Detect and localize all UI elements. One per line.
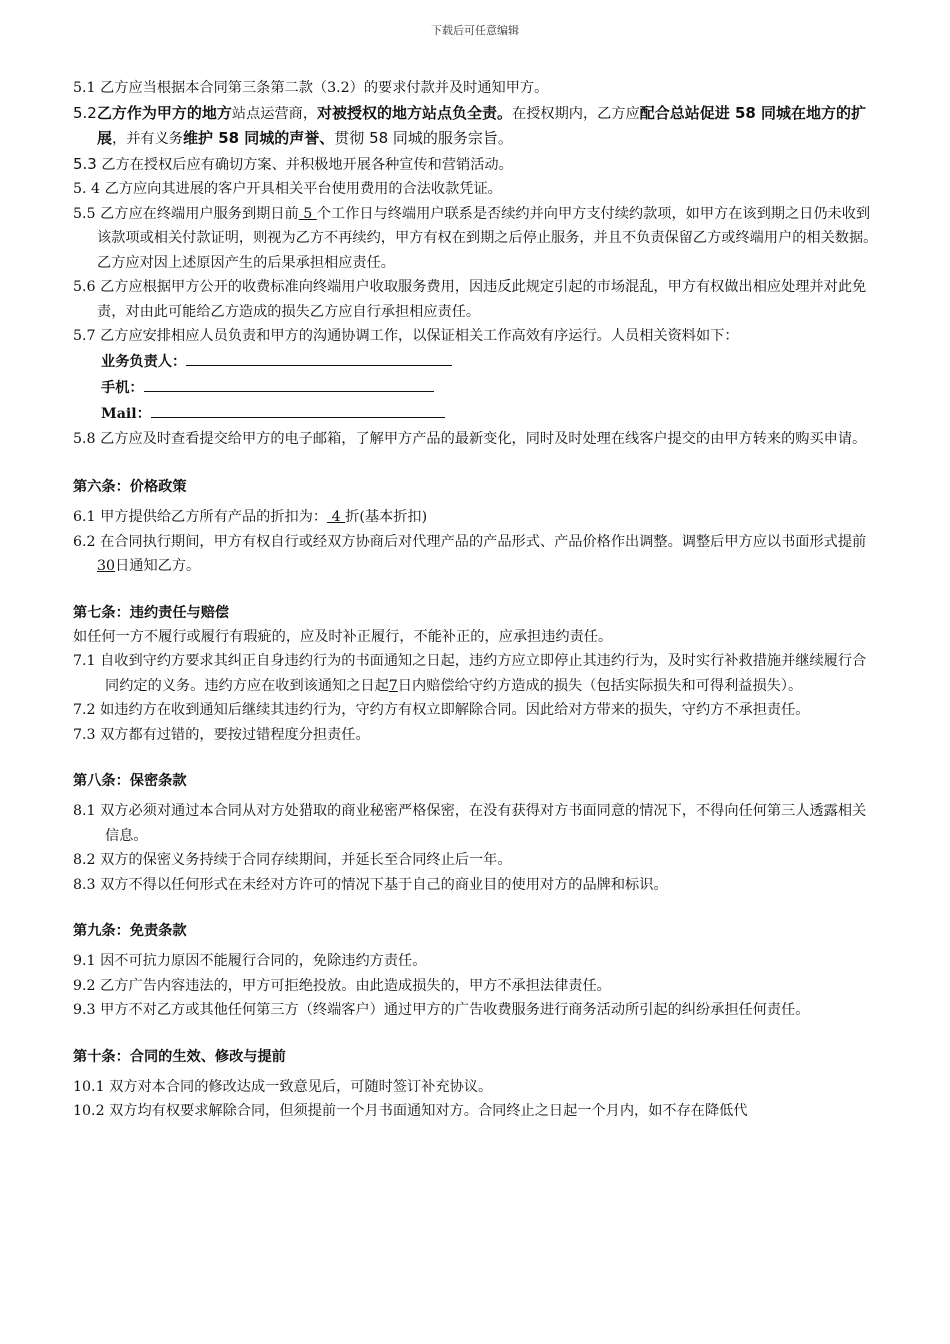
phone-field: 手机：	[73, 375, 878, 401]
clause-10-2: 10.2 双方均有权要求解除合同，但须提前一个月书面通知对方。合同终止之日起一个月内，如不存在降低代	[73, 1103, 748, 1119]
section-6-title: 第六条：价格政策	[73, 479, 187, 495]
clause-7-intro: 如任何一方不履行或履行有瑕疵的，应及时补正履行，不能补正的，应承担违约责任。	[73, 628, 613, 645]
clause-5-5: 5.5 乙方应在终端用户服务到期日前 5 个工作日与终端用户联系是否续约并向甲方支付续约款项，如甲方在该到期之日仍未收到该款项或相关付款证明，则视为乙方不再续约，甲方有权在到期之后停止服务，并且不负责保留乙方或终端用户的相关数据。乙方应对因上述原因产生的后果承担相应责任。	[73, 205, 878, 271]
clause-8-1: 8.1 双方必须对通过本合同从对方处猎取的商业秘密严格保密，在没有获得对方书面同意的情况下，不得向任何第三人透露相关信息。	[73, 803, 867, 844]
mail-field: Mail：	[73, 401, 878, 427]
clause-7-2: 7.2 如违约方在收到通知后继续其违约行为，守约方有权立即解除合同。因此给对方带来的损失，守约方不承担责任。	[73, 702, 810, 718]
contact-person-field: 业务负责人：	[73, 349, 878, 375]
discount-value: 4	[327, 509, 346, 525]
phone-blank[interactable]	[144, 375, 434, 392]
clause-7-1: 7.1 自收到守约方要求其纠正自身违约行为的书面通知之日起，违约方应立即停止其违约行为，及时实行补救措施并继续履行合同约定的义务。违约方应在收到该通知之日起7日内赔偿给守约方造成的损失（包括实际损失和可得利益损失）。	[73, 653, 867, 694]
clause-5-6: 5.6 乙方应根据甲方公开的收费标准向终端用户收取服务费用，因违反此规定引起的市场混乱，甲方有权做出相应处理并对此免责，对由此可能给乙方造成的损失乙方应自行承担相应责任。	[73, 279, 867, 320]
page-header: 下载后可任意编辑	[431, 24, 519, 37]
clause-8-3: 8.3 双方不得以任何形式在未经对方许可的情况下基于自己的商业目的使用对方的品牌和标识。	[73, 876, 668, 893]
notice-days-value: 30	[97, 558, 116, 574]
clause-9-1: 9.1 因不可抗力原因不能履行合同的，免除违约方责任。	[73, 953, 427, 969]
clause-7-3: 7.3 双方都有过错的，要按过错程度分担责任。	[73, 726, 370, 743]
compensation-days-value: 7	[388, 677, 398, 694]
clause-9-2: 9.2 乙方广告内容违法的，甲方可拒绝投放。由此造成损失的，甲方不承担法律责任。	[73, 977, 611, 994]
clause-5-1: 5.1 乙方应当根据本合同第三条第二款（3.2）的要求付款并及时通知甲方。	[73, 80, 549, 96]
clause-10-1: 10.1 双方对本合同的修改达成一致意见后，可随时签订补充协议。	[73, 1078, 493, 1095]
clause-5-7: 5.7 乙方应安排相应人员负责和甲方的沟通协调工作，以保证相关工作高效有序运行。人员相关资料如下：	[73, 328, 739, 344]
mail-blank[interactable]	[151, 401, 445, 418]
clause-6-2: 6.2 在合同执行期间，甲方有权自行或经双方协商后对代理产品的产品形式、产品价格作出调整。调整后甲方应以书面形式提前30日通知乙方。	[73, 533, 867, 574]
clause-5-3: 5.3 乙方在授权后应有确切方案、并积极地开展各种宣传和营销活动。	[73, 154, 513, 173]
contact-person-blank[interactable]	[186, 349, 452, 366]
clause-9-3: 9.3 甲方不对乙方或其他任何第三方（终端客户）通过甲方的广告收费服务进行商务活动所引起的纠纷承担任何责任。	[73, 1002, 810, 1018]
section-9-title: 第九条：免责条款	[73, 923, 187, 939]
contract-body	[73, 76, 878, 1124]
clause-5-2: 5.2乙方作为甲方的地方站点运营商，对被授权的地方站点负全责。在授权期内，乙方应配合总站促进 58 同城在地方的扩展，并有义务维护 58 同城的声誉、贯彻 58 同城的服务宗旨。	[73, 103, 867, 147]
clause-5-4: 5. 4 乙方应向其进展的客户开具相关平台使用费用的合法收款凭证。	[73, 181, 502, 197]
clause-5-8: 5.8 乙方应及时查看提交给甲方的电子邮箱，了解甲方产品的最新变化，同时及时处理在线客户提交的由甲方转来的购买申请。	[73, 430, 867, 447]
renewal-days-value: 5	[298, 205, 317, 222]
clause-6-1: 6.1 甲方提供给乙方所有产品的折扣为： 4 折(基本折扣)	[73, 509, 428, 525]
section-10-title: 第十条：合同的生效、修改与提前	[73, 1048, 286, 1065]
section-7-title: 第七条：违约责任与赔偿	[73, 604, 230, 621]
clause-8-2: 8.2 双方的保密义务持续于合同存续期间，并延长至合同终止后一年。	[73, 852, 512, 868]
section-8-title: 第八条：保密条款	[73, 773, 187, 789]
